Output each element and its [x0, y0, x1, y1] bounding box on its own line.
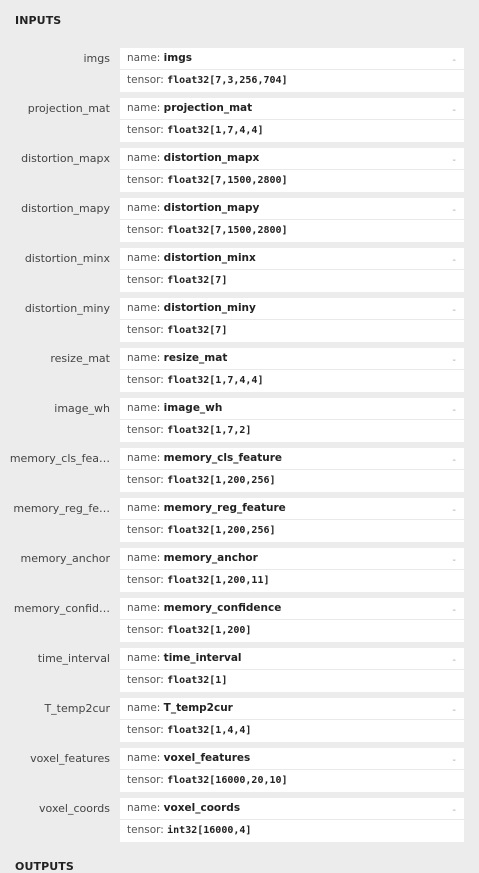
expand-toggle-icon[interactable]: - — [452, 505, 456, 516]
name-line — [120, 398, 464, 420]
name-value: distortion_mapx — [163, 152, 260, 164]
input-label: distortion_miny — [24, 302, 110, 315]
tensor-type: float32[16000,20,10] — [167, 775, 288, 786]
input-label: resize_mat — [50, 352, 110, 365]
name-value: memory_confidence — [163, 602, 282, 614]
name-key: name: — [127, 302, 161, 314]
tensor-line — [120, 570, 464, 591]
tensor-line — [120, 720, 464, 741]
input-row — [0, 348, 479, 398]
name-key: name: — [127, 352, 161, 364]
input-card[interactable] — [120, 148, 464, 192]
tensor-key: tensor: — [127, 424, 164, 436]
expand-toggle-icon[interactable]: - — [452, 305, 456, 316]
tensor-type: float32[7] — [167, 325, 228, 336]
input-label: T_temp2cur — [44, 702, 110, 715]
name-key: name: — [127, 52, 161, 64]
input-card[interactable] — [120, 198, 464, 242]
name-value: time_interval — [163, 652, 242, 664]
tensor-key: tensor: — [127, 124, 164, 136]
name-key: name: — [127, 102, 161, 114]
name-value: voxel_coords — [163, 802, 241, 814]
name-key: name: — [127, 202, 161, 214]
input-card[interactable] — [120, 248, 464, 292]
input-label: distortion_minx — [24, 252, 110, 265]
tensor-type: int32[16000,4] — [167, 825, 252, 836]
tensor-key: tensor: — [127, 324, 164, 336]
name-line — [120, 348, 464, 370]
name-value: memory_anchor — [163, 552, 258, 564]
tensor-type: float32[1,200,256] — [167, 475, 276, 486]
expand-toggle-icon[interactable]: - — [452, 405, 456, 416]
tensor-key: tensor: — [127, 774, 164, 786]
tensor-type: float32[7,1500,2800] — [167, 225, 288, 236]
input-label: imgs — [83, 52, 110, 65]
input-label: memory_reg_fe… — [13, 502, 110, 515]
name-key: name: — [127, 802, 161, 814]
input-card[interactable] — [120, 348, 464, 392]
input-label: distortion_mapx — [21, 152, 110, 165]
name-line — [120, 598, 464, 620]
input-card[interactable] — [120, 398, 464, 442]
tensor-type: float32[1,4,4] — [167, 725, 252, 736]
name-value: image_wh — [163, 402, 223, 414]
input-label: memory_cls_fea… — [9, 452, 110, 465]
tensor-line — [120, 370, 464, 391]
tensor-line — [120, 670, 464, 691]
tensor-type: float32[1,200] — [167, 625, 252, 636]
tensor-line — [120, 420, 464, 441]
input-label: memory_confid… — [13, 602, 110, 615]
input-row — [0, 298, 479, 348]
tensor-line — [120, 70, 464, 91]
name-value: distortion_minx — [163, 252, 256, 264]
input-row — [0, 498, 479, 548]
name-value: memory_cls_feature — [163, 452, 283, 464]
name-key: name: — [127, 752, 161, 764]
tensor-type: float32[1,7,4,4] — [167, 375, 264, 386]
name-key: name: — [127, 502, 161, 514]
input-row — [0, 648, 479, 698]
input-card[interactable] — [120, 748, 464, 792]
name-line — [120, 798, 464, 820]
name-value: distortion_mapy — [163, 202, 260, 214]
input-label: projection_mat — [27, 102, 110, 115]
name-key: name: — [127, 452, 161, 464]
input-card[interactable] — [120, 298, 464, 342]
expand-toggle-icon[interactable]: - — [452, 555, 456, 566]
tensor-line — [120, 220, 464, 241]
tensor-line — [120, 820, 464, 841]
input-row — [0, 598, 479, 648]
tensor-line — [120, 320, 464, 341]
tensor-type: float32[7] — [167, 275, 228, 286]
name-line — [120, 698, 464, 720]
expand-toggle-icon[interactable]: - — [452, 355, 456, 366]
tensor-key: tensor: — [127, 624, 164, 636]
name-value: memory_reg_feature — [163, 502, 286, 514]
input-row — [0, 698, 479, 748]
expand-toggle-icon[interactable]: - — [452, 55, 456, 66]
input-card[interactable] — [120, 98, 464, 142]
expand-toggle-icon[interactable]: - — [452, 805, 456, 816]
tensor-line — [120, 120, 464, 141]
input-card[interactable] — [120, 448, 464, 492]
tensor-type: float32[7,3,256,704] — [167, 75, 288, 86]
inputs-list — [0, 48, 479, 848]
name-line — [120, 98, 464, 120]
input-label: distortion_mapy — [21, 202, 110, 215]
tensor-line — [120, 270, 464, 291]
input-card[interactable] — [120, 798, 464, 842]
name-key: name: — [127, 702, 161, 714]
input-row — [0, 548, 479, 598]
tensor-key: tensor: — [127, 374, 164, 386]
expand-toggle-icon[interactable]: - — [452, 455, 456, 466]
input-row — [0, 748, 479, 798]
input-card[interactable] — [120, 498, 464, 542]
input-row — [0, 48, 479, 98]
input-card[interactable] — [120, 648, 464, 692]
tensor-line — [120, 520, 464, 541]
name-line — [120, 448, 464, 470]
input-row — [0, 248, 479, 298]
name-value: distortion_miny — [163, 302, 256, 314]
tensor-key: tensor: — [127, 574, 164, 586]
tensor-key: tensor: — [127, 224, 164, 236]
input-row — [0, 198, 479, 248]
input-row — [0, 398, 479, 448]
tensor-key: tensor: — [127, 274, 164, 286]
tensor-key: tensor: — [127, 474, 164, 486]
tensor-line — [120, 620, 464, 641]
inputs-section-title: INPUTS — [15, 14, 62, 27]
tensor-type: float32[1] — [167, 675, 228, 686]
input-row — [0, 448, 479, 498]
tensor-line — [120, 770, 464, 791]
outputs-section-title: OUTPUTS — [15, 860, 74, 873]
name-line — [120, 548, 464, 570]
expand-toggle-icon[interactable]: - — [452, 705, 456, 716]
input-card[interactable] — [120, 548, 464, 592]
name-key: name: — [127, 252, 161, 264]
tensor-type: float32[1,7,2] — [167, 425, 252, 436]
name-line — [120, 298, 464, 320]
expand-toggle-icon[interactable]: - — [452, 655, 456, 666]
input-row — [0, 98, 479, 148]
name-key: name: — [127, 652, 161, 664]
tensor-key: tensor: — [127, 824, 164, 836]
name-key: name: — [127, 152, 161, 164]
input-label: memory_anchor — [20, 552, 110, 565]
name-key: name: — [127, 402, 161, 414]
expand-toggle-icon[interactable]: - — [452, 255, 456, 266]
tensor-key: tensor: — [127, 524, 164, 536]
name-line — [120, 648, 464, 670]
input-row — [0, 798, 479, 848]
tensor-key: tensor: — [127, 174, 164, 186]
input-label: time_interval — [37, 652, 110, 665]
name-line — [120, 498, 464, 520]
input-row — [0, 148, 479, 198]
tensor-type: float32[1,200,11] — [167, 575, 270, 586]
name-line — [120, 748, 464, 770]
name-value: T_temp2cur — [163, 702, 233, 714]
name-line — [120, 248, 464, 270]
tensor-key: tensor: — [127, 674, 164, 686]
tensor-type: float32[1,200,256] — [167, 525, 276, 536]
name-value: voxel_features — [163, 752, 251, 764]
name-value: resize_mat — [163, 352, 228, 364]
expand-toggle-icon[interactable]: - — [452, 105, 456, 116]
tensor-key: tensor: — [127, 724, 164, 736]
tensor-key: tensor: — [127, 74, 164, 86]
name-line — [120, 48, 464, 70]
expand-toggle-icon[interactable]: - — [452, 205, 456, 216]
tensor-type: float32[7,1500,2800] — [167, 175, 288, 186]
input-label: voxel_coords — [39, 802, 110, 815]
name-line — [120, 198, 464, 220]
input-card[interactable] — [120, 598, 464, 642]
tensor-line — [120, 170, 464, 191]
input-card[interactable] — [120, 48, 464, 92]
input-label: image_wh — [54, 402, 110, 415]
input-card[interactable] — [120, 698, 464, 742]
expand-toggle-icon[interactable]: - — [452, 155, 456, 166]
name-line — [120, 148, 464, 170]
name-value: projection_mat — [163, 102, 253, 114]
tensor-type: float32[1,7,4,4] — [167, 125, 264, 136]
name-value: imgs — [163, 52, 192, 64]
name-key: name: — [127, 602, 161, 614]
tensor-line — [120, 470, 464, 491]
expand-toggle-icon[interactable]: - — [452, 605, 456, 616]
name-key: name: — [127, 552, 161, 564]
expand-toggle-icon[interactable]: - — [452, 755, 456, 766]
input-label: voxel_features — [30, 752, 110, 765]
